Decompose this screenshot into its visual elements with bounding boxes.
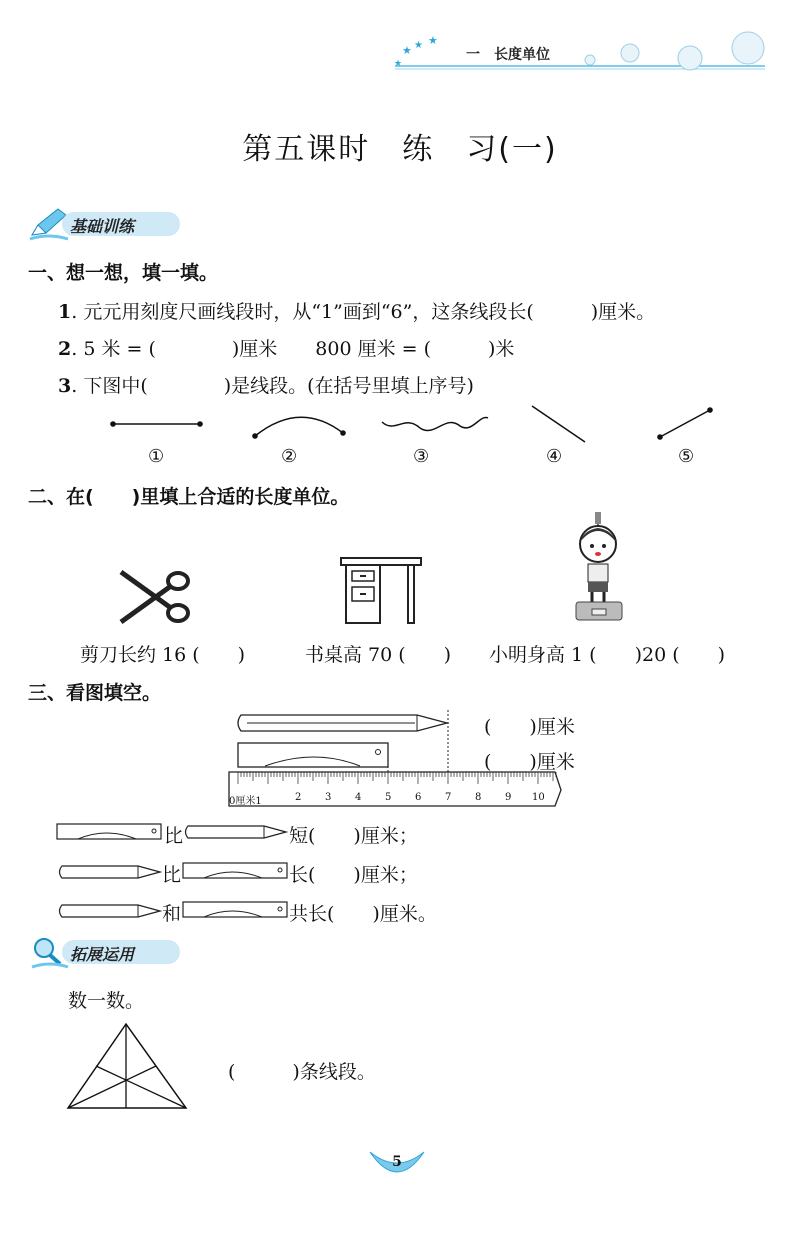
small-ruler-icon — [56, 823, 164, 841]
part4-intro: 数一数。 — [68, 990, 145, 1012]
item-desk: 书桌高 70 ( ) — [305, 644, 452, 666]
page-number: 5 — [392, 1154, 402, 1170]
compare-3-end: 共长( )厘米。 — [289, 903, 437, 925]
ruler-tick-4: 4 — [355, 792, 362, 803]
ruler-tick-6: 6 — [415, 792, 422, 803]
triangle-ruler-drawing — [238, 743, 388, 767]
banner-basic-label: 基础训练 — [70, 217, 135, 236]
svg-text:★: ★ — [394, 59, 403, 69]
banner-extend-label: 拓展运用 — [70, 945, 135, 964]
small-ruler-icon — [182, 862, 290, 880]
compare-2-mid: 比 — [162, 864, 182, 886]
compare-1-end: 短( )厘米； — [289, 825, 418, 847]
blank-pencil-length: ( )厘米 — [484, 716, 575, 738]
blank-ruler-length: ( )厘米 — [484, 751, 575, 773]
q1-number: 1 — [58, 301, 72, 323]
q1-text: . 元元用刻度尺画线段时，从“1”画到“6”，这条线段长( )厘米。 — [71, 301, 656, 323]
triangle-figure — [66, 1020, 190, 1112]
question-1 — [58, 297, 655, 324]
q3-number: 3 — [58, 375, 72, 397]
figure-segment — [110, 421, 203, 427]
item-scissors: 剪刀长约 16 ( ) — [80, 644, 246, 666]
question-2 — [58, 334, 514, 361]
part3-heading: 三、看图填空。 — [28, 682, 162, 704]
q3-text: . 下图中( )是线段。(在括号里填上序号) — [71, 375, 474, 397]
page-title: 第五课时 练 习(一) — [242, 132, 558, 167]
scissors-icon — [115, 568, 195, 626]
svg-text:★: ★ — [428, 34, 438, 47]
figure-label-4: ④ — [546, 446, 563, 467]
svg-text:★: ★ — [402, 44, 412, 57]
item-height: 小明身高 1 ( )20 ( ) — [489, 644, 726, 666]
figure-label-5: ⑤ — [678, 446, 695, 467]
ruler-tick-9: 9 — [505, 792, 512, 803]
compare-1-mid: 比 — [164, 825, 184, 847]
header-decoration — [390, 30, 770, 75]
ruler-tick-2: 2 — [295, 792, 302, 803]
compare-2-end: 长( )厘米； — [289, 864, 418, 886]
figure-arc — [252, 417, 346, 439]
small-pencil-icon — [182, 824, 288, 840]
ruler-tick-8: 8 — [475, 792, 482, 803]
q2-number: 2 — [58, 338, 72, 360]
figure-label-3: ③ — [413, 446, 430, 467]
question-3 — [58, 371, 474, 398]
small-pencil-icon — [56, 864, 162, 880]
ruler-tick-5: 5 — [385, 792, 392, 803]
pencil-drawing — [238, 715, 447, 731]
q2-text: . 5 米 = ( )厘米 800 厘米 = ( )米 — [71, 338, 515, 360]
figure-label-2: ② — [281, 446, 298, 467]
ruler-tick-0: 0厘米1 — [229, 796, 262, 807]
part2-heading: 二、在( )里填上合适的长度单位。 — [28, 486, 350, 508]
figure-ray — [657, 407, 713, 440]
header-unit: 一 长度单位 — [466, 47, 550, 63]
ruler-tick-3: 3 — [325, 792, 332, 803]
compare-3-mid: 和 — [162, 903, 182, 925]
line-figures — [100, 400, 730, 450]
small-ruler-icon — [182, 901, 290, 919]
child-on-scale-icon — [566, 512, 638, 624]
part4-blank: ( )条线段。 — [228, 1061, 376, 1083]
part1-heading: 一、想一想，填一填。 — [28, 262, 219, 284]
small-pencil-icon — [56, 903, 162, 919]
desk-icon — [340, 557, 422, 625]
svg-text:★: ★ — [414, 40, 423, 51]
ruler-tick-7: 7 — [445, 792, 452, 803]
figure-ray-like — [532, 406, 585, 442]
ruler-tick-10: 10 — [532, 792, 545, 803]
figure-wavy — [382, 417, 488, 430]
figure-label-1: ① — [148, 446, 165, 467]
